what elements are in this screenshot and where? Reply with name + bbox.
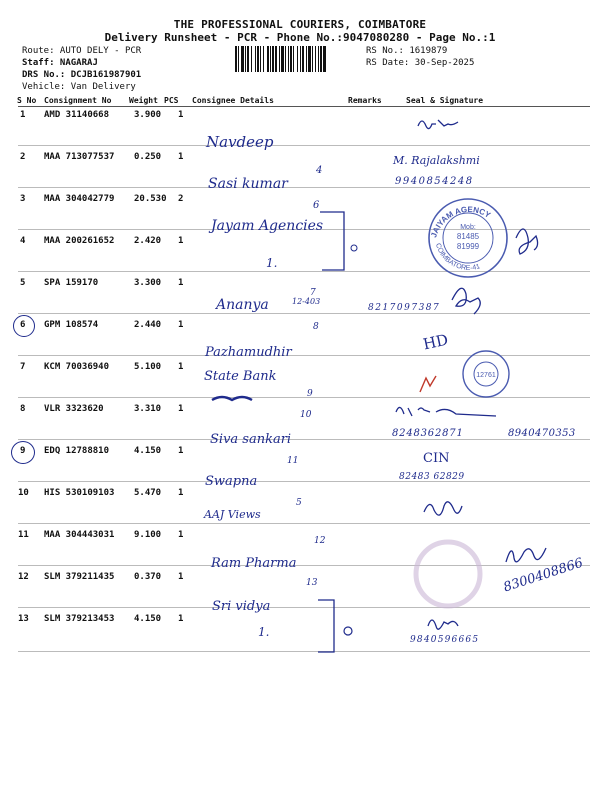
hw-consignee: AAJ Views (204, 508, 261, 521)
row-sno: 12 (18, 572, 29, 582)
row-pcs: 1 (178, 152, 184, 162)
row-consignment: EDQ 12788810 (44, 446, 110, 456)
row-pcs: 1 (178, 110, 184, 120)
stamp-top-text: JAIYAM AGENCY (429, 204, 493, 239)
row-weight: 0.250 (134, 152, 162, 162)
rs-no-label: RS No.: 1619879 (366, 46, 448, 56)
hw-bracket (318, 600, 334, 652)
hw-consignee: State Bank (204, 369, 277, 384)
hw-consignee: Siva sankari (210, 432, 292, 447)
row-pcs: 1 (178, 236, 184, 246)
row-consignment: MAA 304042779 (44, 194, 115, 204)
row-weight: 2.420 (134, 236, 162, 246)
hw-consignee: Ram Pharma (211, 556, 297, 571)
row-sno: 8 (20, 404, 26, 414)
hw-consignee: Ananya (216, 297, 269, 313)
hw-phone: 82483 62829 (399, 472, 465, 482)
faint-stamp (416, 542, 480, 606)
row-consignment: HIS 530109103 (44, 488, 115, 498)
row-sno: 5 (20, 278, 26, 288)
row-sno: 10 (18, 488, 29, 498)
hw-seq-number: 13 (306, 578, 318, 588)
vehicle-label: Vehicle: Van Delivery (22, 82, 136, 92)
hw-seq-number: 8 (313, 322, 319, 332)
col-seal: Seal & Signature (406, 96, 484, 105)
col-sno: S No (17, 96, 37, 105)
red-tick-mark (420, 376, 436, 392)
stamp-number: 81999 (456, 242, 480, 251)
company-title: THE PROFESSIONAL COURIERS, COIMBATORE (173, 18, 427, 31)
hw-bracket (320, 212, 344, 270)
row-pcs: 1 (178, 404, 184, 414)
hw-signature: CIN (423, 451, 450, 466)
row-consignment: SLM 379211435 (44, 572, 115, 582)
row-weight: 9.100 (134, 530, 162, 540)
row-pcs: 1 (178, 614, 184, 624)
row-weight: 4.150 (134, 614, 162, 624)
hw-phone: 8248362871 (392, 428, 464, 439)
hw-consignee: Pazhamudhir (205, 345, 292, 360)
signature-scribble (418, 120, 458, 129)
hw-seq-number: 12 (314, 536, 326, 546)
signature-scribble (506, 548, 546, 562)
hw-signature: M. Rajalakshmi (393, 154, 480, 167)
drs-label: DRS No.: DCJB161987901 (22, 70, 142, 80)
stamp-number: 81485 (456, 232, 480, 241)
row-weight: 3.310 (134, 404, 162, 414)
hw-phone: 9940854248 (395, 176, 474, 187)
row-pcs: 2 (178, 194, 184, 204)
hw-consignee: Swapna (205, 474, 258, 489)
row-pcs: 1 (178, 446, 184, 456)
row-sno: 13 (18, 614, 29, 624)
row-pcs: 1 (178, 572, 184, 582)
row-sno: 4 (20, 236, 26, 246)
row-sno: 7 (20, 362, 26, 372)
col-weight: Weight (129, 96, 158, 105)
hw-mark (351, 245, 357, 251)
bank-stamp-code: 12761 (476, 372, 496, 379)
row-weight: 3.300 (134, 278, 162, 288)
route-label: Route: AUTO DELY - PCR (22, 46, 142, 56)
row-consignment: KCM 70036940 (44, 362, 110, 372)
hw-phone: 8940470353 (508, 428, 576, 439)
row-weight: 4.150 (134, 446, 162, 456)
row-sno: 3 (20, 194, 26, 204)
row-pcs: 1 (178, 362, 184, 372)
row-consignment: AMD 31140668 (44, 110, 110, 120)
stamp-bottom-text: COIMBATORE-41 (433, 242, 481, 273)
row-consignment: MAA 200261652 (44, 236, 115, 246)
row-sno: 1 (20, 110, 26, 120)
hw-signature: HD (421, 330, 450, 354)
row-pcs: 1 (178, 320, 184, 330)
stamp-mob-label: Mob: (460, 224, 476, 231)
row-sno: 11 (18, 530, 29, 540)
hw-seq-number: 6 (313, 200, 320, 211)
row-sno: 6 (20, 320, 26, 330)
row-weight: 5.100 (134, 362, 162, 372)
hw-seq-number: 11 (287, 456, 299, 466)
row-pcs: 1 (178, 530, 184, 540)
hw-seq-number: 1. (266, 256, 278, 270)
hw-seq-number: 9 (307, 389, 313, 399)
strike-scribble (212, 397, 252, 400)
hw-seq-number: 7 (310, 288, 316, 298)
signature-scribble (424, 502, 462, 515)
col-remarks: Remarks (348, 96, 382, 105)
hw-phone: 8300408866 (501, 555, 586, 596)
col-pcs: PCS (164, 96, 179, 105)
staff-label: Staff: NAGARAJ (22, 58, 98, 68)
row-pcs: 1 (178, 278, 184, 288)
rs-date-label: RS Date: 30-Sep-2025 (366, 58, 475, 68)
signature-scribble (516, 229, 538, 254)
col-consignment: Consignment No (44, 96, 112, 105)
hw-consignee: Jayam Agencies (211, 218, 324, 234)
row-weight: 5.470 (134, 488, 162, 498)
hw-consignee: Sasi kumar (208, 176, 288, 192)
row-consignment: GPM 108574 (44, 320, 99, 330)
hw-phone: 8217097387 (368, 303, 441, 313)
row-consignment: SPA 159170 (44, 278, 99, 288)
row-consignment: MAA 713077537 (44, 152, 115, 162)
row-consignment: MAA 304443031 (44, 530, 115, 540)
signature-scribble (428, 620, 458, 629)
hw-unit: 12-403 (292, 297, 321, 306)
hw-phone: 9840596665 (410, 635, 480, 645)
runsheet-title: Delivery Runsheet - PCR - Phone No.:9047080280 - Page No.:1 (104, 31, 496, 44)
row-consignment: VLR 3323620 (44, 404, 104, 414)
hw-consignee: Sri vidya (212, 599, 271, 614)
jaiyam-stamp (429, 199, 507, 277)
hw-consignee: Navdeep (206, 133, 274, 151)
row-weight: 3.900 (134, 110, 162, 120)
row-sno: 2 (20, 152, 26, 162)
col-consignee: Consignee Details (192, 96, 274, 105)
row-weight: 20.530 (134, 194, 167, 204)
hw-seq-number: 5 (296, 498, 302, 508)
hw-seq-number: 4 (316, 165, 323, 176)
row-pcs: 1 (178, 488, 184, 498)
hw-mark (344, 627, 352, 635)
row-weight: 0.370 (134, 572, 162, 582)
bank-stamp (463, 351, 509, 397)
hw-seq-number: 1. (258, 625, 270, 639)
row-consignment: SLM 379213453 (44, 614, 115, 624)
row-sno: 9 (20, 446, 26, 456)
signature-scribble (452, 288, 480, 314)
row-weight: 2.440 (134, 320, 162, 330)
hw-seq-number: 10 (300, 410, 312, 420)
signature-scribble (396, 407, 496, 416)
